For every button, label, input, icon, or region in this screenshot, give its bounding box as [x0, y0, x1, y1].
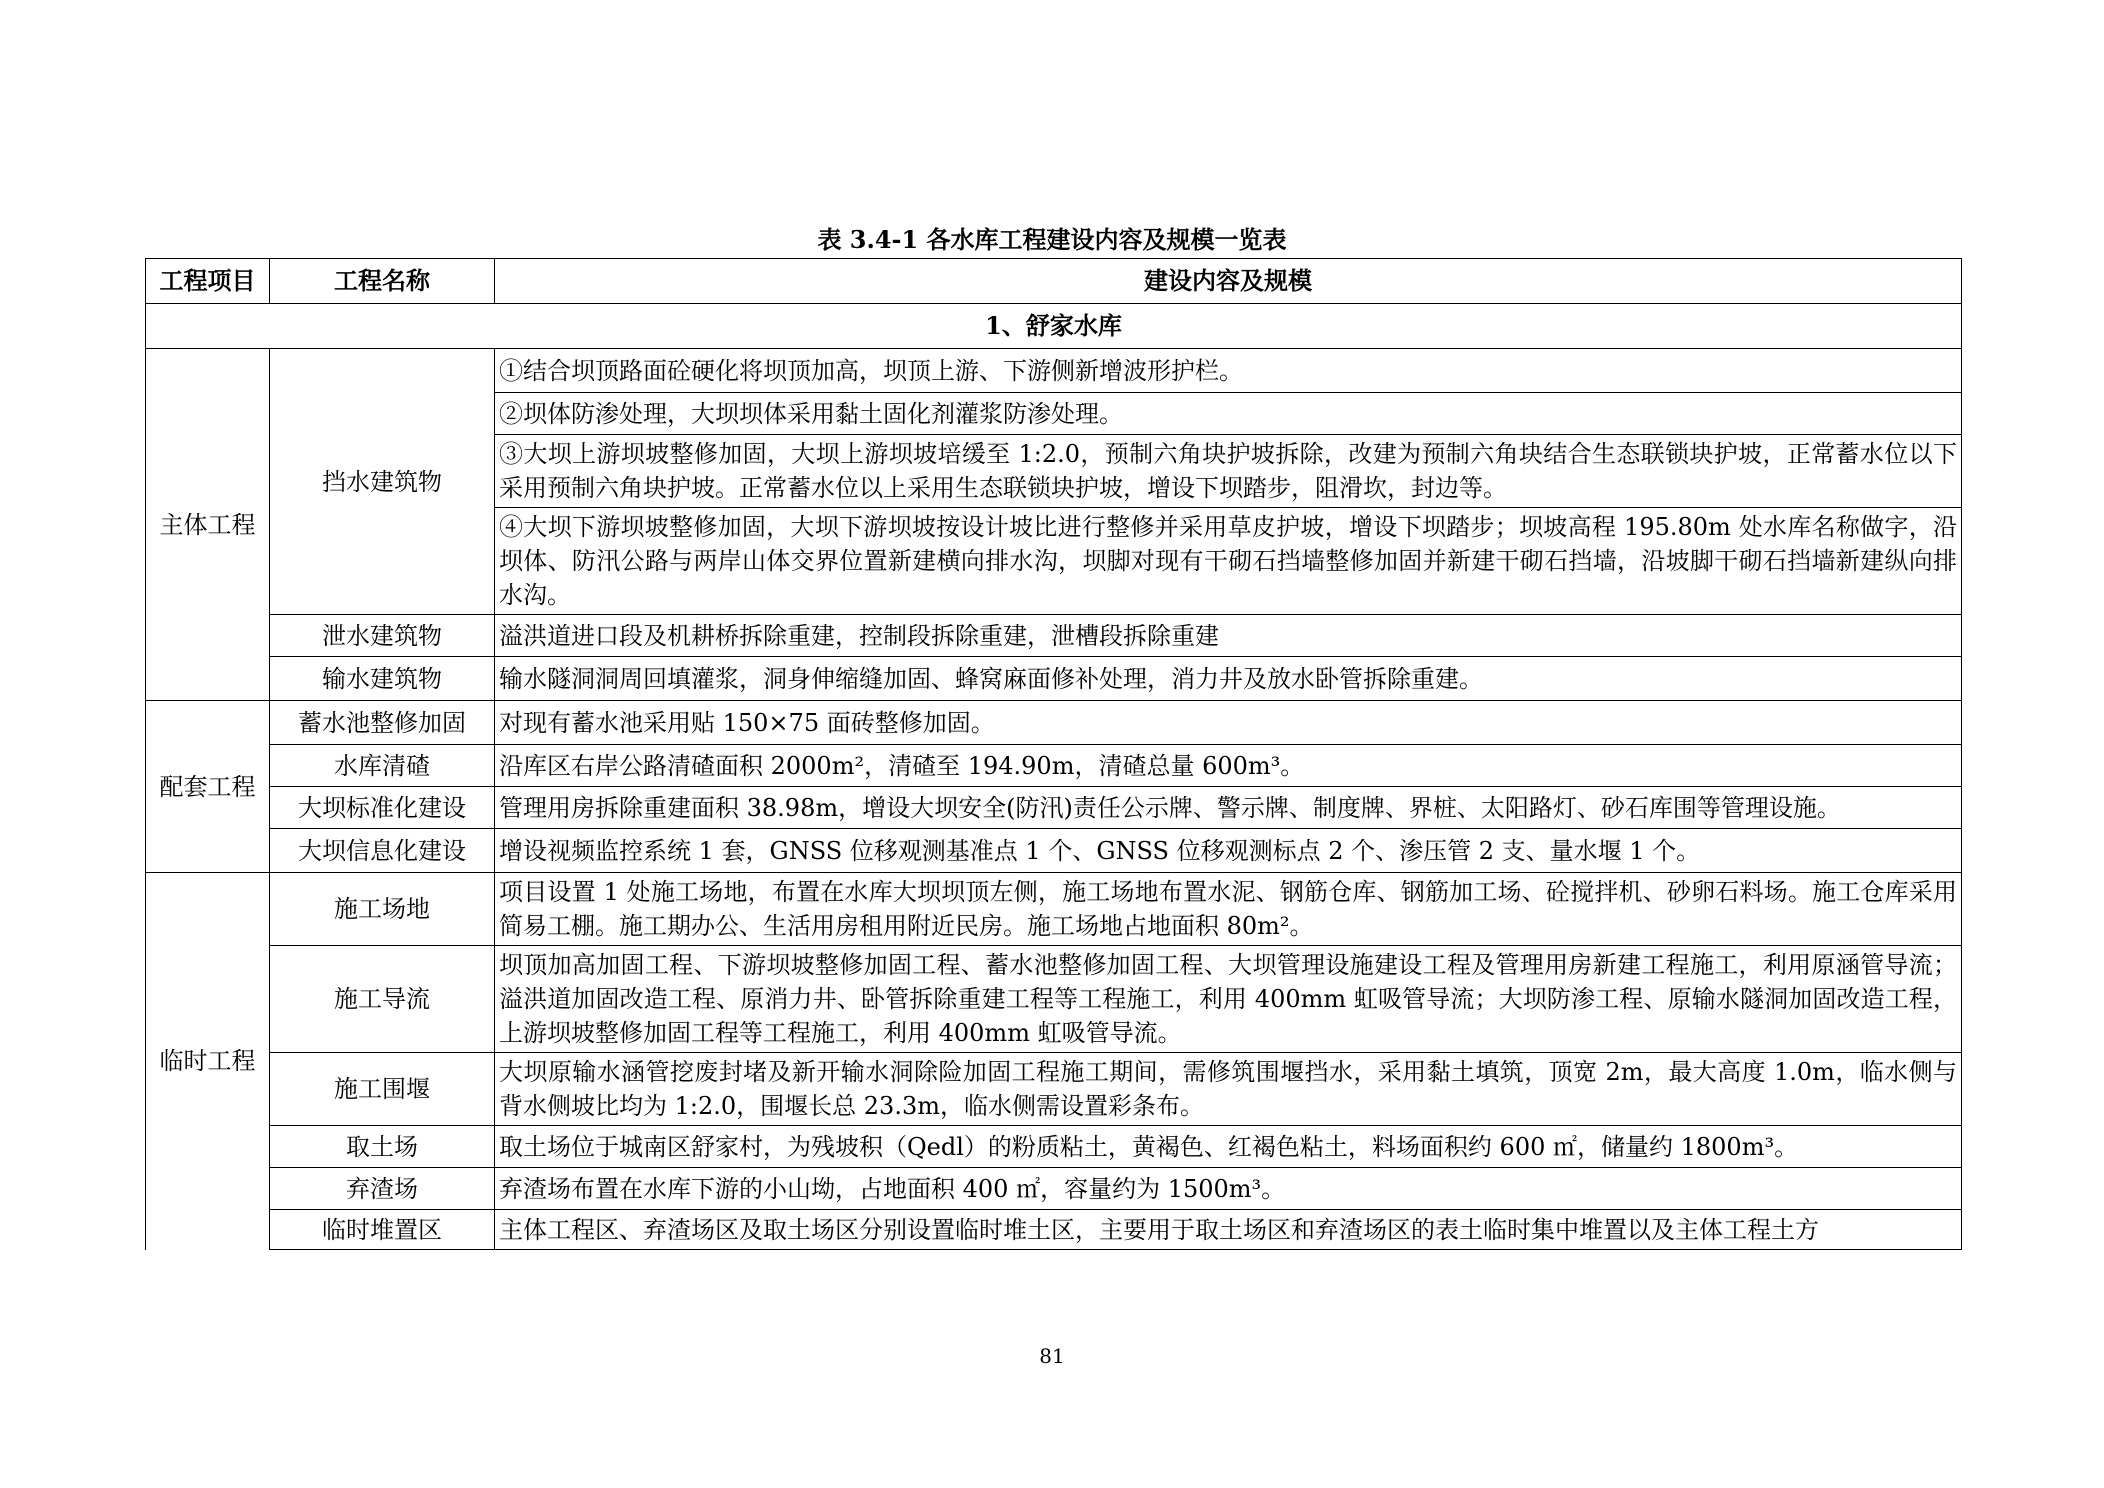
- header-content: 建设内容及规模: [495, 259, 1962, 304]
- item-desc-pool: 对现有蓄水池采用贴 150×75 面砖整修加固。: [495, 701, 1962, 745]
- item-name-spillway: 泄水建筑物: [270, 615, 495, 657]
- item-name-borrow: 取土场: [270, 1126, 495, 1168]
- item-name-standard: 大坝标准化建设: [270, 787, 495, 829]
- item-name-info: 大坝信息化建设: [270, 829, 495, 873]
- header-project: 工程项目: [146, 259, 270, 304]
- table-row: [146, 829, 1962, 873]
- table-row: [146, 1126, 1962, 1168]
- item-desc-clean: 沿库区右岸公路清碴面积 2000m²，清碴至 194.90m，清碴总量 600m³。: [495, 745, 1962, 787]
- item-name-pool: 蓄水池整修加固: [270, 701, 495, 745]
- table-row: [146, 1168, 1962, 1210]
- table-row: [146, 615, 1962, 657]
- item-name-conveyance: 输水建筑物: [270, 657, 495, 701]
- item-desc-conveyance: 输水隧洞洞周回填灌浆，洞身伸缩缝加固、蜂窝麻面修补处理，消力井及放水卧管拆除重建。: [495, 657, 1962, 701]
- item-name-stack: 临时堆置区: [270, 1210, 495, 1250]
- table-row: [146, 873, 1962, 946]
- header-name: 工程名称: [270, 259, 495, 304]
- item-desc-dam-2: ②坝体防渗处理，大坝坝体采用黏土固化剂灌浆防渗处理。: [495, 393, 1962, 435]
- group-support: 配套工程: [146, 701, 270, 873]
- table-caption: 表 3.4-1 各水库工程建设内容及规模一览表: [817, 225, 1287, 254]
- item-desc-stack: 主体工程区、弃渣场区及取土场区分别设置临时堆土区，主要用于取土场区和弃渣场区的表土临时集中堆置以及主体工程土方: [495, 1210, 1962, 1250]
- item-desc-borrow: 取土场位于城南区舒家村，为残坡积（Qedl）的粉质粘土，黄褐色、红褐色粘土，料场面积约 600 ㎡，储量约 1800m³。: [495, 1126, 1962, 1168]
- item-desc-dam-4: ④大坝下游坝坡整修加固，大坝下游坝坡按设计坡比进行整修并采用草皮护坡，增设下坝踏步；坝坡高程 195.80m 处水库名称做字，沿坝体、防汛公路与两岸山体交界位置新建横向排水沟，坝脚对现有干砌石挡墙整修加固并新建干砌石挡墙，沿坡脚干砌石挡墙新建纵向排水沟。: [495, 508, 1962, 615]
- item-name-dam: 挡水建筑物: [270, 349, 495, 615]
- item-desc-spoil: 弃渣场布置在水库下游的小山坳，占地面积 400 ㎡，容量约为 1500m³。: [495, 1168, 1962, 1210]
- table-row: [146, 1053, 1962, 1126]
- item-name-spoil: 弃渣场: [270, 1168, 495, 1210]
- project-table: [145, 258, 1962, 1250]
- item-name-diversion: 施工导流: [270, 946, 495, 1053]
- item-name-clean: 水库清碴: [270, 745, 495, 787]
- item-desc-diversion: 坝顶加高加固工程、下游坝坡整修加固工程、蓄水池整修加固工程、大坝管理设施建设工程及管理用房新建工程施工，利用原涵管导流；溢洪道加固改造工程、原消力井、卧管拆除重建工程等工程施工，利用 400mm 虹吸管导流；大坝防渗工程、原输水隧洞加固改造工程，上游坝坡整修加固工程等工程施工，利用 400mm 虹吸管导流。: [495, 946, 1962, 1053]
- item-name-site: 施工场地: [270, 873, 495, 946]
- group-temporary: 临时工程: [146, 873, 270, 1250]
- table-row: [146, 787, 1962, 829]
- section-title: 1、舒家水库: [146, 304, 1962, 349]
- table-row: [146, 701, 1962, 745]
- group-main: 主体工程: [146, 349, 270, 701]
- item-desc-dam-3: ③大坝上游坝坡整修加固，大坝上游坝坡培缓至 1:2.0，预制六角块护坡拆除，改建为预制六角块结合生态联锁块护坡，正常蓄水位以下采用预制六角块护坡。正常蓄水位以上采用生态联锁块护坡，增设下坝踏步，阻滑坎，封边等。: [495, 435, 1962, 508]
- item-desc-info: 增设视频监控系统 1 套，GNSS 位移观测基准点 1 个、GNSS 位移观测标点 2 个、渗压管 2 支、量水堰 1 个。: [495, 829, 1962, 873]
- table-row: [146, 657, 1962, 701]
- page-number: 81: [1039, 1344, 1065, 1368]
- item-desc-standard: 管理用房拆除重建面积 38.98m，增设大坝安全(防汛)责任公示牌、警示牌、制度牌、界桩、太阳路灯、砂石库围等管理设施。: [495, 787, 1962, 829]
- section-row: [146, 304, 1962, 349]
- table-row: [146, 349, 1962, 393]
- table-header-row: [146, 259, 1962, 304]
- item-desc-spillway: 溢洪道进口段及机耕桥拆除重建，控制段拆除重建，泄槽段拆除重建: [495, 615, 1962, 657]
- table-row: [146, 745, 1962, 787]
- item-desc-dam-1: ①结合坝顶路面砼硬化将坝顶加高，坝顶上游、下游侧新增波形护栏。: [495, 349, 1962, 393]
- table-row: [146, 1210, 1962, 1250]
- item-desc-site: 项目设置 1 处施工场地，布置在水库大坝坝顶左侧，施工场地布置水泥、钢筋仓库、钢筋加工场、砼搅拌机、砂卵石料场。施工仓库采用简易工棚。施工期办公、生活用房租用附近民房。施工场地占地面积 80m²。: [495, 873, 1962, 946]
- table-row: [146, 946, 1962, 1053]
- item-name-cofferdam: 施工围堰: [270, 1053, 495, 1126]
- item-desc-cofferdam: 大坝原输水涵管挖废封堵及新开输水洞除险加固工程施工期间，需修筑围堰挡水，采用黏土填筑，顶宽 2m，最大高度 1.0m，临水侧与背水侧坡比均为 1:2.0，围堰长总 23.3m，临水侧需设置彩条布。: [495, 1053, 1962, 1126]
